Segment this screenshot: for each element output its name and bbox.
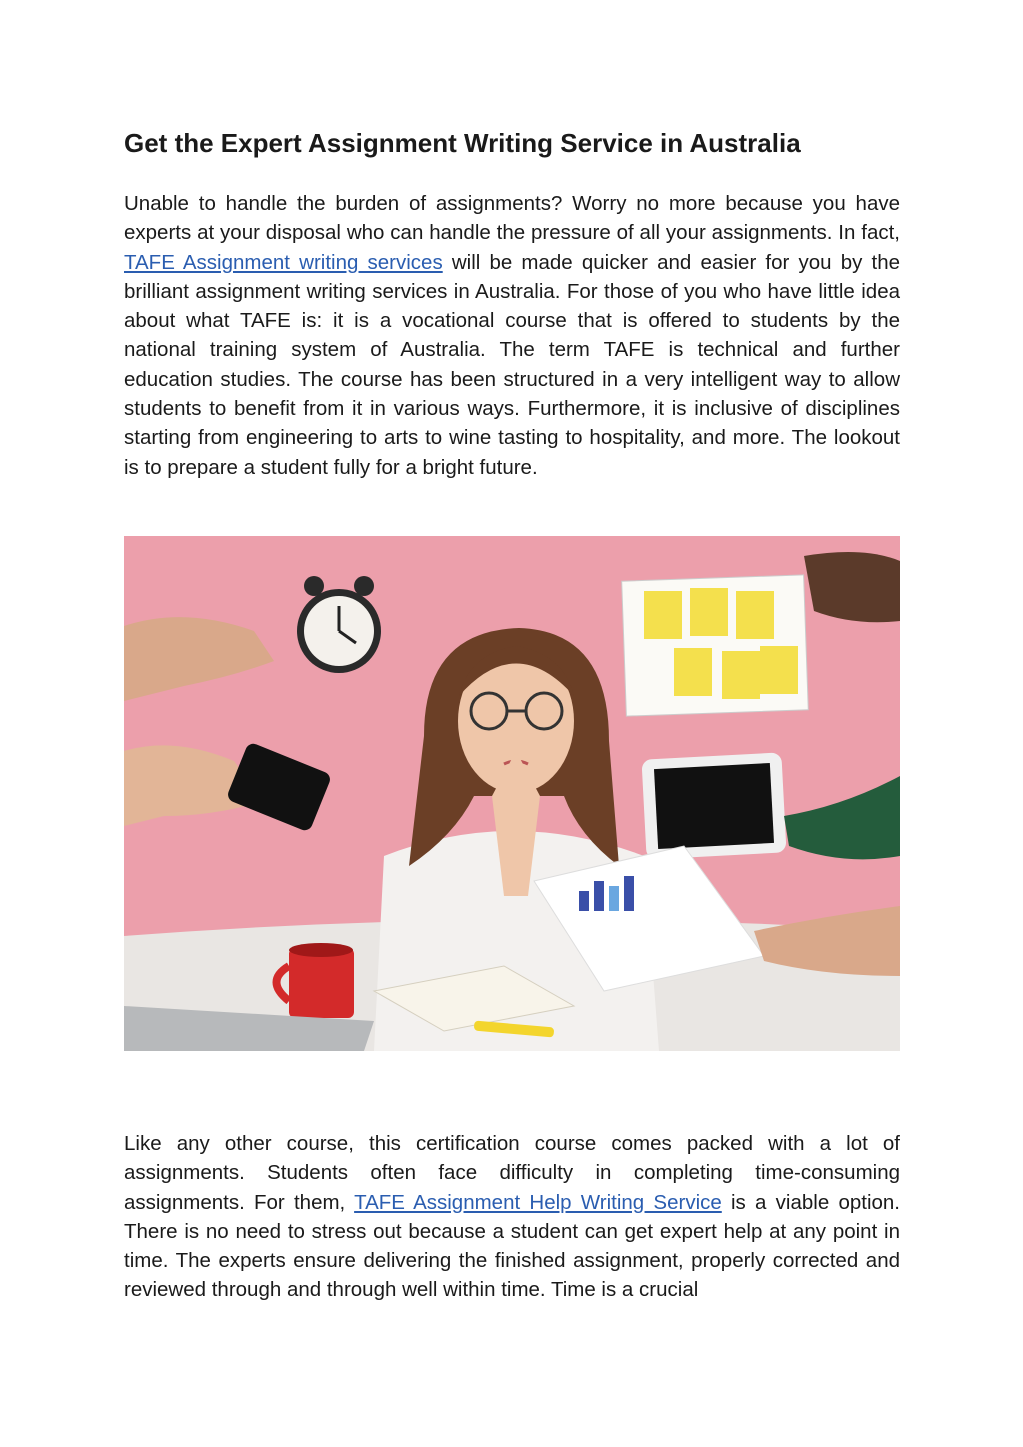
body-text-end: is a viable option. There is no need to stress out because a student can get expert help at any point in time. The experts ensure delivering the finished assignment, properly corrected and reviewed through and through well within time. Time is a crucial	[124, 1190, 900, 1302]
body-paragraph	[124, 1129, 900, 1305]
body-text-start: Like any other course, this certification course comes packed with a lot of assignments. Students often face difficulty in completing time-consuming assignments. For them,	[124, 1132, 900, 1214]
intro-paragraph	[124, 189, 900, 482]
tafe-assignment-writing-services-link[interactable]: TAFE Assignment writing services	[124, 250, 443, 274]
intro-text-end: will be made quicker and easier for you by the brilliant assignment writing services in Australia. For those of you who have little idea about what TAFE is: it is a vocational course that is offered to students by the national training system of Australia. The term TAFE is technical and further education studies. The course has been structured in a very intelligent way to allow students to benefit from it in various ways. Furthermore, it is inclusive of disciplines starting from engineering to arts to wine tasting to hospitality, and more. The lookout is to prepare a student fully for a bright future.	[124, 250, 900, 479]
planner-notebook	[622, 575, 809, 716]
alarm-clock-icon	[297, 576, 381, 673]
stressed-student-photo	[124, 536, 900, 1051]
hand-right-top	[804, 552, 900, 622]
intro-text-start: Unable to handle the burden of assignments? Worry no more because you have experts at your disposal who can handle the pressure of all your assignments. In fact,	[124, 192, 900, 245]
stressed-student-illustration	[124, 536, 900, 1051]
tafe-assignment-help-writing-service-link[interactable]: TAFE Assignment Help Writing Service	[354, 1190, 722, 1214]
page-title: Get the Expert Assignment Writing Service in Australia	[124, 128, 801, 158]
